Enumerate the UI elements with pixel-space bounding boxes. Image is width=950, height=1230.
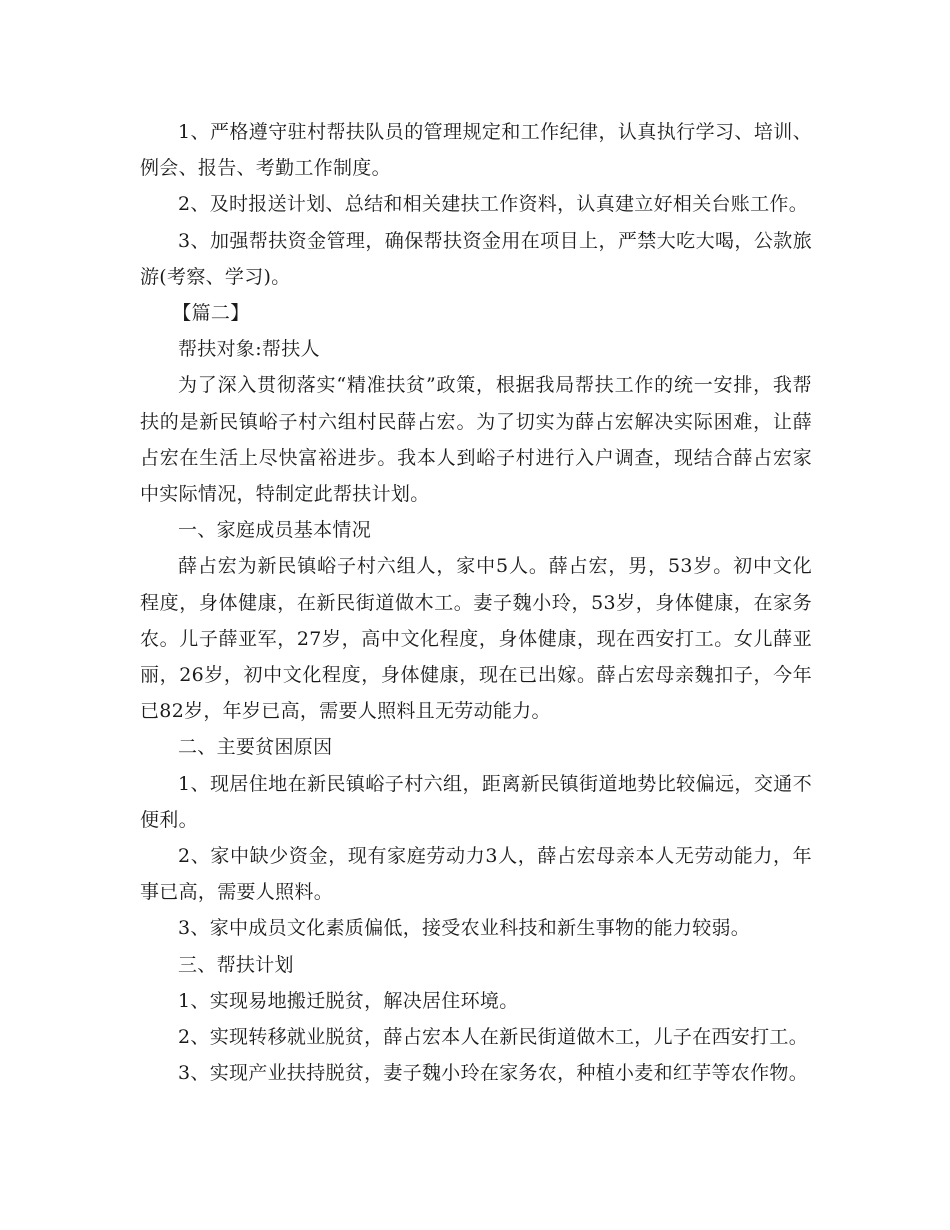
cause-item-1: 1、现居住地在新民镇峪子村六组，距离新民镇街道地势比较偏远，交通不便利。: [140, 772, 812, 831]
intro-paragraph: 为了深入贯彻落实“精准扶贫”政策，根据我局帮扶工作的统一安排，我帮扶的是新民镇峪子村六组村民薛占宏。为了切实为薛占宏解决实际困难，让薛占宏在生活上尽快富裕进步。我本人到峪子村进行入户调查，现结合薛占宏家中实际情况，特制定此帮扶计划。: [140, 374, 812, 506]
cause-item-2: 2、家中缺少资金，现有家庭劳动力3人，薛占宏母亲本人无劳动能力，年事已高，需要人照料。: [140, 845, 812, 904]
heading-poverty-causes: 二、主要贫困原因: [178, 736, 333, 759]
rule-item-2: 2、及时报送计划、总结和相关建扶工作资料，认真建立好相关台账工作。: [178, 193, 808, 216]
heading-assistance-plan: 三、帮扶计划: [178, 953, 294, 976]
assistance-target-line: 帮扶对象:帮扶人: [178, 338, 320, 361]
section-title-part-two: 【篇二】: [172, 302, 250, 325]
rule-item-3: 3、加强帮扶资金管理，确保帮扶资金用在项目上，严禁大吃大喝，公款旅游(考察、学习)。: [140, 229, 812, 288]
rule-item-1: 1、严格遵守驻村帮扶队员的管理规定和工作纪律，认真执行学习、培训、例会、报告、考勤工作制度。: [140, 121, 812, 180]
heading-family-info: 一、家庭成员基本情况: [178, 519, 372, 542]
plan-item-3: 3、实现产业扶持脱贫，妻子魏小玲在家务农，种植小麦和红芋等农作物。: [178, 1062, 808, 1085]
plan-item-1: 1、实现易地搬迁脱贫，解决居住环境。: [178, 989, 519, 1012]
cause-item-3: 3、家中成员文化素质偏低，接受农业科技和新生事物的能力较弱。: [178, 917, 751, 940]
plan-item-2: 2、实现转移就业脱贫，薛占宏本人在新民街道做木工，儿子在西安打工。: [178, 1026, 808, 1049]
document-body: [140, 114, 812, 1091]
family-info-paragraph: 薛占宏为新民镇峪子村六组人，家中5人。薛占宏，男，53岁。初中文化程度，身体健康，在新民街道做木工。妻子魏小玲，53岁，身体健康，在家务农。儿子薛亚军，27岁，高中文化程度，身体健康，现在西安打工。女儿薛亚丽，26岁，初中文化程度，身体健康，现在已出嫁。薛占宏母亲魏扣子，今年已82岁，年岁已高，需要人照料且无劳动能力。: [140, 555, 812, 723]
